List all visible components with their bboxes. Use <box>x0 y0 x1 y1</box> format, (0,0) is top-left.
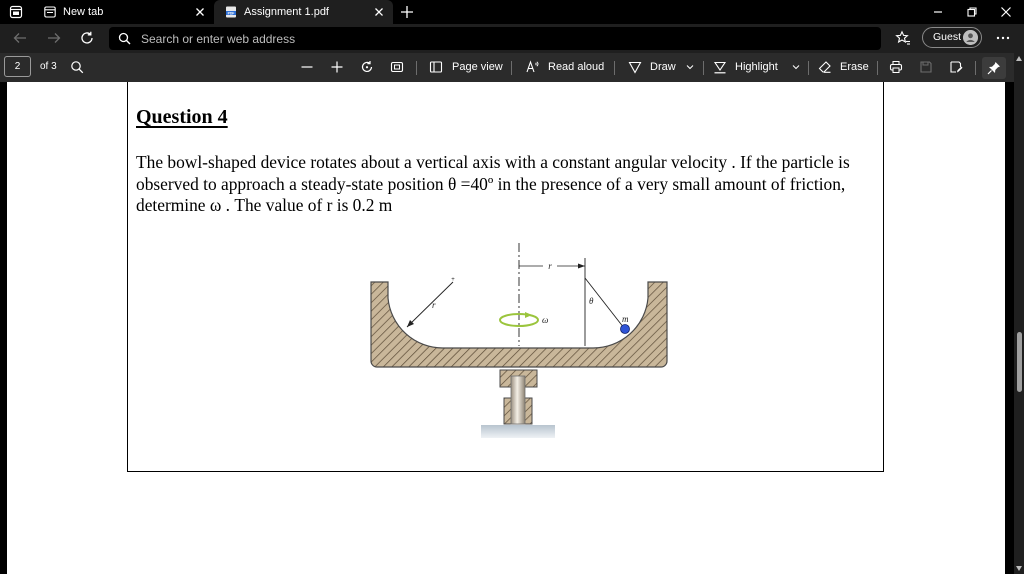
pin-toolbar-button[interactable] <box>982 57 1006 79</box>
toolbar-divider <box>877 61 878 75</box>
fit-to-page-icon[interactable] <box>390 60 404 74</box>
new-tab-plus-icon[interactable] <box>399 4 415 20</box>
page-view-label: Page view <box>452 61 503 73</box>
erase-label: Erase <box>840 61 869 73</box>
bowl-device-diagram <box>357 240 677 442</box>
chevron-down-icon[interactable] <box>792 63 800 71</box>
r-top-label: r <box>548 261 552 271</box>
toolbar-divider <box>511 61 512 75</box>
omega-label: ω <box>542 315 549 325</box>
rotate-icon[interactable] <box>360 60 374 74</box>
toolbar-divider <box>416 61 417 75</box>
read-aloud-label: Read aloud <box>548 61 605 73</box>
tab-label: New tab <box>63 6 104 18</box>
address-input[interactable] <box>141 29 861 48</box>
read-aloud-icon <box>526 60 540 74</box>
favorites-star-icon[interactable] <box>895 30 911 46</box>
new-tab-page-icon <box>44 6 56 18</box>
radius-line <box>407 282 453 327</box>
print-icon[interactable] <box>889 60 903 74</box>
close-tab-icon[interactable] <box>372 5 386 19</box>
scroll-thumb[interactable] <box>1017 332 1022 392</box>
toolbar-divider <box>703 61 704 75</box>
save-disk-icon[interactable] <box>919 60 933 74</box>
mass-label: m <box>622 314 629 324</box>
highlight-button[interactable] <box>713 53 803 82</box>
page-total: of 3 <box>40 61 57 72</box>
toolbar-divider <box>808 61 809 75</box>
tab-actions-icon[interactable] <box>9 5 23 19</box>
highlighter-icon <box>713 60 727 74</box>
theta-label: θ <box>589 296 594 306</box>
zoom-in-icon[interactable] <box>330 60 344 74</box>
vertical-scrollbar[interactable] <box>1014 53 1024 574</box>
pdf-file-icon <box>225 6 237 18</box>
pin-icon <box>987 61 1001 75</box>
forward-arrow-icon[interactable] <box>46 30 62 46</box>
pdf-toolbar <box>0 53 1014 82</box>
eraser-icon <box>818 60 832 74</box>
highlight-label: Highlight <box>735 61 778 73</box>
page-view-icon <box>429 60 443 74</box>
tab-assignment-pdf[interactable] <box>214 0 393 24</box>
back-arrow-icon[interactable] <box>12 30 28 46</box>
scroll-down-arrow-icon[interactable] <box>1016 566 1022 571</box>
toolbar-divider <box>975 61 976 75</box>
tab-label: Assignment 1.pdf <box>244 6 329 18</box>
find-search-icon[interactable] <box>70 60 84 74</box>
toolbar-divider <box>614 61 615 75</box>
scroll-up-arrow-icon[interactable] <box>1016 56 1022 61</box>
question-text: The bowl-shaped device rotates about a vertical axis with a constant angular velocity . If the particle is observed to approach a steady-state position θ =40º in the presence of a very small amount of friction, determine ω . The value of r is 0.2 m <box>136 152 850 216</box>
pdf-page <box>7 82 1005 574</box>
erase-button[interactable] <box>818 53 868 82</box>
arrowhead <box>578 264 585 269</box>
tab-new-tab[interactable] <box>33 0 214 24</box>
zoom-out-icon[interactable] <box>300 60 314 74</box>
draw-button[interactable] <box>628 53 696 82</box>
draw-label: Draw <box>650 61 676 73</box>
save-as-icon[interactable] <box>949 60 963 74</box>
base-plate <box>481 425 555 438</box>
question-title: Question 4 <box>136 106 228 128</box>
particle <box>621 325 630 334</box>
pdf-viewer <box>0 82 1014 574</box>
restore-icon[interactable] <box>964 4 980 20</box>
close-tab-icon[interactable] <box>193 5 207 19</box>
read-aloud-button[interactable] <box>526 53 604 82</box>
page-number-input[interactable] <box>4 56 31 77</box>
tab-bar <box>0 0 1024 24</box>
page-view-button[interactable] <box>429 53 501 82</box>
refresh-icon[interactable] <box>79 30 95 46</box>
svg-text:+: + <box>451 277 455 283</box>
minimize-icon[interactable] <box>930 4 946 20</box>
svg-text:PDF: PDF <box>227 11 235 16</box>
r-side-label: r <box>432 300 436 310</box>
profile-guest-button[interactable] <box>922 27 982 48</box>
chevron-down-icon[interactable] <box>686 63 694 71</box>
search-icon <box>118 32 131 45</box>
address-box[interactable] <box>109 27 881 50</box>
draw-pen-icon <box>628 60 642 74</box>
more-options-icon[interactable] <box>995 30 1011 46</box>
address-bar-row <box>0 24 1024 53</box>
profile-label: Guest <box>933 31 962 43</box>
avatar <box>963 30 978 45</box>
close-window-icon[interactable] <box>998 4 1014 20</box>
shaft <box>511 376 525 424</box>
